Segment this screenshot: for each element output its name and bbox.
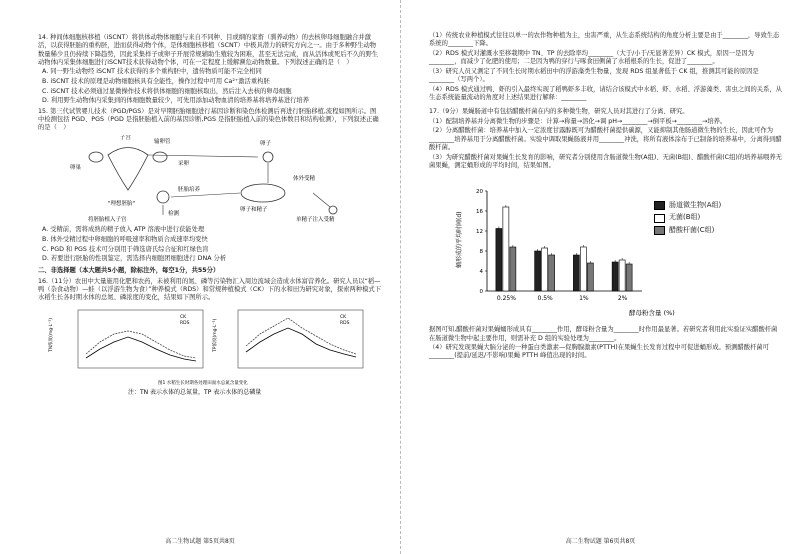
- tn-legend-rds: RDS: [180, 321, 190, 327]
- q14-option-b: B. iSCNT 技术的原理是动物细胞核具有全能性，操作过程中可用 Ca²⁺激活重构胚: [42, 78, 270, 86]
- embryo: [157, 191, 169, 203]
- tp-legend-ck: CK: [340, 315, 347, 321]
- q14-option-a: A. 同一野生动物经 iSCNT 技术获得的多个重构胚中，遗传物质可能不完全相同: [42, 68, 262, 76]
- tn-ylabel: TN浓度(mg·L⁻¹): [49, 318, 54, 353]
- y-tick-label: 8: [479, 249, 483, 256]
- tp-legend-rds: RDS: [340, 321, 350, 327]
- egg-cell: [263, 152, 273, 162]
- legend-item-a: [654, 201, 721, 210]
- bar: [503, 207, 509, 291]
- tp-ylabel: TP浓度(mg·L⁻¹): [213, 318, 218, 353]
- q16-part-3: （3）研究人员又测定了不同生长时期水稻田中的浮游藻类生物量，发现 RDS 组显著低于 CK 组，推测其可能的原因是________（写两个）。: [429, 67, 759, 84]
- q16-part-2: （2）RDS 模式对灌溉水至移栽期中 TN、TP 的去除率均________（大于/小于/无显著差异）CK 模式，原因一是因为________，而减少了化肥的使用；二是因为鸭的穿行与啄食田侧菌了水稻根系的生长，促进了________。: [429, 49, 754, 66]
- q16-line-charts: [38, 304, 378, 396]
- q17-part-4: （4）研究发现果蝇大脑分泌的一种蛋白类激素—促胸腺激素(PTTH)在果蝇生长发育过程中可促进蛹形成。预测醋酸杆菌可________(提前/延迟/不影响)果蝇 PTTH 峰值出现的时间。: [429, 344, 769, 360]
- label-culture: 胚胎培养: [178, 187, 201, 194]
- label-ivf: 体外受精: [293, 176, 316, 183]
- q15-option-d: D. 若要进行胚胎的性别鉴定，需选择内细胞团细胞进行 DNA 分析: [42, 255, 227, 263]
- right-footer: 高二生物试题 第6页共8页: [565, 538, 636, 546]
- label-oviduct: 输卵管: [154, 139, 171, 146]
- label-ideal-embryo: "理想胚胎": [108, 201, 136, 208]
- y-tick-label: 20: [476, 189, 483, 196]
- ovary-right: [153, 152, 167, 162]
- label-egg: 卵子: [260, 141, 272, 148]
- x-tick-label: 0.25%: [496, 295, 516, 303]
- q17-part-2: （2）分离醋酸杆菌：培养基中加入一定浓度甘露醇既可为醋酸杆菌提供碳源，又能抑制其他肠道微生物的生长，因此可作为________培养基用于分离醋酸杆菌。实验中调取果蝇肠液并用________冲洗，将所有液体涂布于已制备的培养基中，分离得到醋酸杆菌。: [429, 127, 782, 152]
- label-icsi: 单精子注入受精: [296, 217, 335, 224]
- x-tick-label: 2%: [617, 295, 628, 303]
- bar: [573, 255, 579, 291]
- tn-ck-line: [86, 331, 196, 358]
- q16-charts: [38, 304, 382, 396]
- q15-option-c: C. PGD 和 PGS 技术可分别用于筛选唐氏综合征和红绿色盲: [42, 245, 209, 253]
- legend-swatch-b: [654, 214, 665, 223]
- q15-option-b: B. 体外受精过程中卵细胞的呼吸速率和物质合成速率均变快: [42, 236, 208, 244]
- q15-option-a: A. 受精前，需将成熟的精子放入 ATP 溶液中进行获能处理: [42, 226, 205, 234]
- y-tick-label: 12: [476, 229, 483, 236]
- q17-part-3: （3）为研究醋酸杆菌对果蝇生长发育的影响，研究者分别使用含肠道微生物(A组)、无菌(B组)、醋酸杆菌(C组)的培养基喂养无菌果蝇，测定蛹形成的平均时间，结果如图。: [429, 153, 782, 169]
- bar: [549, 255, 555, 291]
- legend-swatch-c: [654, 226, 665, 235]
- q17-analysis: 据图可知,醋酸杆菌对果蝇蛹形成具有________作用，酵母粉含量为________时作用最显著。若研究者利用此实验证实醋酸杆菌在肠道微生物中起主要作用，则需补充 D 组的实验处理为________。: [429, 326, 778, 342]
- label-test: 检测: [168, 211, 180, 218]
- label-transfer: 将胚胎植入子宫: [88, 217, 127, 224]
- chart-ylabel: 蛹形成的平均时间(d): [456, 211, 463, 269]
- bar: [580, 247, 586, 291]
- q16-note: 注：TN 表示水体的总氮量，TP 表示水体的总磷量: [128, 389, 262, 397]
- label-egg-sperm: 卵子和精子: [240, 207, 268, 214]
- bar: [626, 264, 632, 291]
- left-footer: 高二生物试题 第5页共8页: [165, 538, 235, 546]
- label-retrieval: 采卵: [178, 161, 190, 168]
- legend-item-b: [654, 213, 721, 222]
- y-tick-label: 0: [479, 289, 483, 296]
- pupa-bar-chart: [449, 173, 779, 323]
- q16-figure-caption: 图1 水稻生长时期各处理田面水总氮含量变化: [158, 381, 248, 387]
- bar: [587, 263, 593, 291]
- tn-legend-ck: CK: [180, 315, 187, 321]
- q16-part-4: （4）RDS 模式通过鸭、虾的引入最终实现了稻鸭虾多丰收，请结合该模式中水稻、虾、水稻、浮游藻类、害虫之间的关系，从生态系统能量流动的角度对上述结果进行解释：________: [429, 85, 782, 101]
- legend-item-c: [654, 226, 721, 235]
- chart-legend: [654, 201, 721, 238]
- ovary-left: [89, 152, 103, 162]
- q17-part-1: （1）配制培养基并分离微生物的步骤是：计算→称量→溶化→调 pH→________→倒平板→________→培养。: [429, 117, 727, 125]
- ivf-diagram-svg: [68, 135, 368, 223]
- x-tick-label: 0.5%: [537, 295, 553, 303]
- q14-option-d: D. 利用野生动物体内采集到的体细胞数量较少，可先用添加动物血清的培养基将培养基进行培养: [42, 97, 310, 105]
- icsi-egg: [329, 206, 337, 214]
- uterus-shape: [108, 148, 148, 191]
- label-uterus: 子宫: [120, 135, 132, 142]
- legend-swatch-a: [654, 201, 665, 210]
- bar: [496, 229, 502, 292]
- right-page: [400, 0, 800, 554]
- culture-dish: [241, 184, 285, 202]
- bar: [535, 251, 541, 291]
- bar: [542, 248, 548, 291]
- bar: [510, 247, 516, 291]
- y-tick-label: 4: [479, 269, 483, 276]
- q16-stem: 16.（11分）农田中大量施用化肥和农药，未被利用的氮、磷等污染物汇入周边流域会造成水体富营养化。研究人员以“稻—鸭（杂食动物）—蛙（以浮游生物为食）”种养模式（RDS）和常规种植模式（CK）下的水和田为研究对象，探索两种模式下水稻生长各时期水体的总氮、磷浓度的变化，结果如下图所示。: [38, 277, 381, 302]
- legend-label-b: 无菌(B组): [669, 213, 701, 222]
- process-arrows: [148, 155, 330, 218]
- q14-option-c: C. iSCNT 技术必须通过显微操作技术将供体细胞的细胞核取出，然后注入去核的卵母细胞: [42, 87, 292, 95]
- pupa-bar-chart-svg: [449, 173, 779, 323]
- legend-label-c: 醋酸杆菌(C组): [669, 225, 715, 234]
- bar: [612, 262, 618, 291]
- q17-stem: 17.（9分）果蝇肠道中有包括醋酸杆菌在内的多种微生物，研究人员对其进行了分离、研究。: [429, 108, 689, 116]
- chart-xlabel: 酵母粉含量 (%): [629, 309, 675, 318]
- q15-stem: 15. 第三代试管婴儿技术（PGD/PGS）是对早期胚胎细胞进行基因诊断和染色体检测后再进行胚胎移植,流程如图所示。图中检测包括 PGD、PGS（PGD 是指胚胎植入前的基因诊断,PGS 是指胚胎植入前的染色体数目和结构检测），下列叙述正确的是（ ）: [38, 107, 379, 132]
- label-ovary: 卵巢: [70, 165, 82, 172]
- y-tick-label: 16: [476, 209, 483, 216]
- q16-part-1: （1）传统农业种植模式往往以单一的农作物种植为主，虫害严重，从生态系统结构的角度分析主要是由于________，导致生态系统的________下降。: [429, 32, 780, 48]
- bar: [619, 260, 625, 291]
- legend-label-a: 肠道微生物(A组): [669, 201, 722, 210]
- section-2-heading: 二、非选择题（本大题共5小题，除标注外，每空1分，共55分）: [38, 266, 220, 274]
- q14-stem: 14. 种间体细胞核移植（iSCNT）将供体动物体细胞与来自不同种、目或纲的家畜（驯养动物）的去核卵母细胞融合并激活，以获得胚胎的重构胚，进而获得动物个体，是体细胞核移植（SCNT）中极具潜力的研究方向之一。由于多种野生动物数量稀少且仍持续下降趋势，因此采集样子或卵子开展常规辅助生殖较为困难，甚至无法完成，而从活体或死后不久的野生动物体内采集体细胞进行iSCNT技术获得动物个体，可在一定程度上缓解濒危动物数量。下列叙述正确的是（ ）: [38, 34, 379, 66]
- ivf-diagram: [38, 135, 382, 223]
- x-tick-label: 1%: [579, 295, 589, 303]
